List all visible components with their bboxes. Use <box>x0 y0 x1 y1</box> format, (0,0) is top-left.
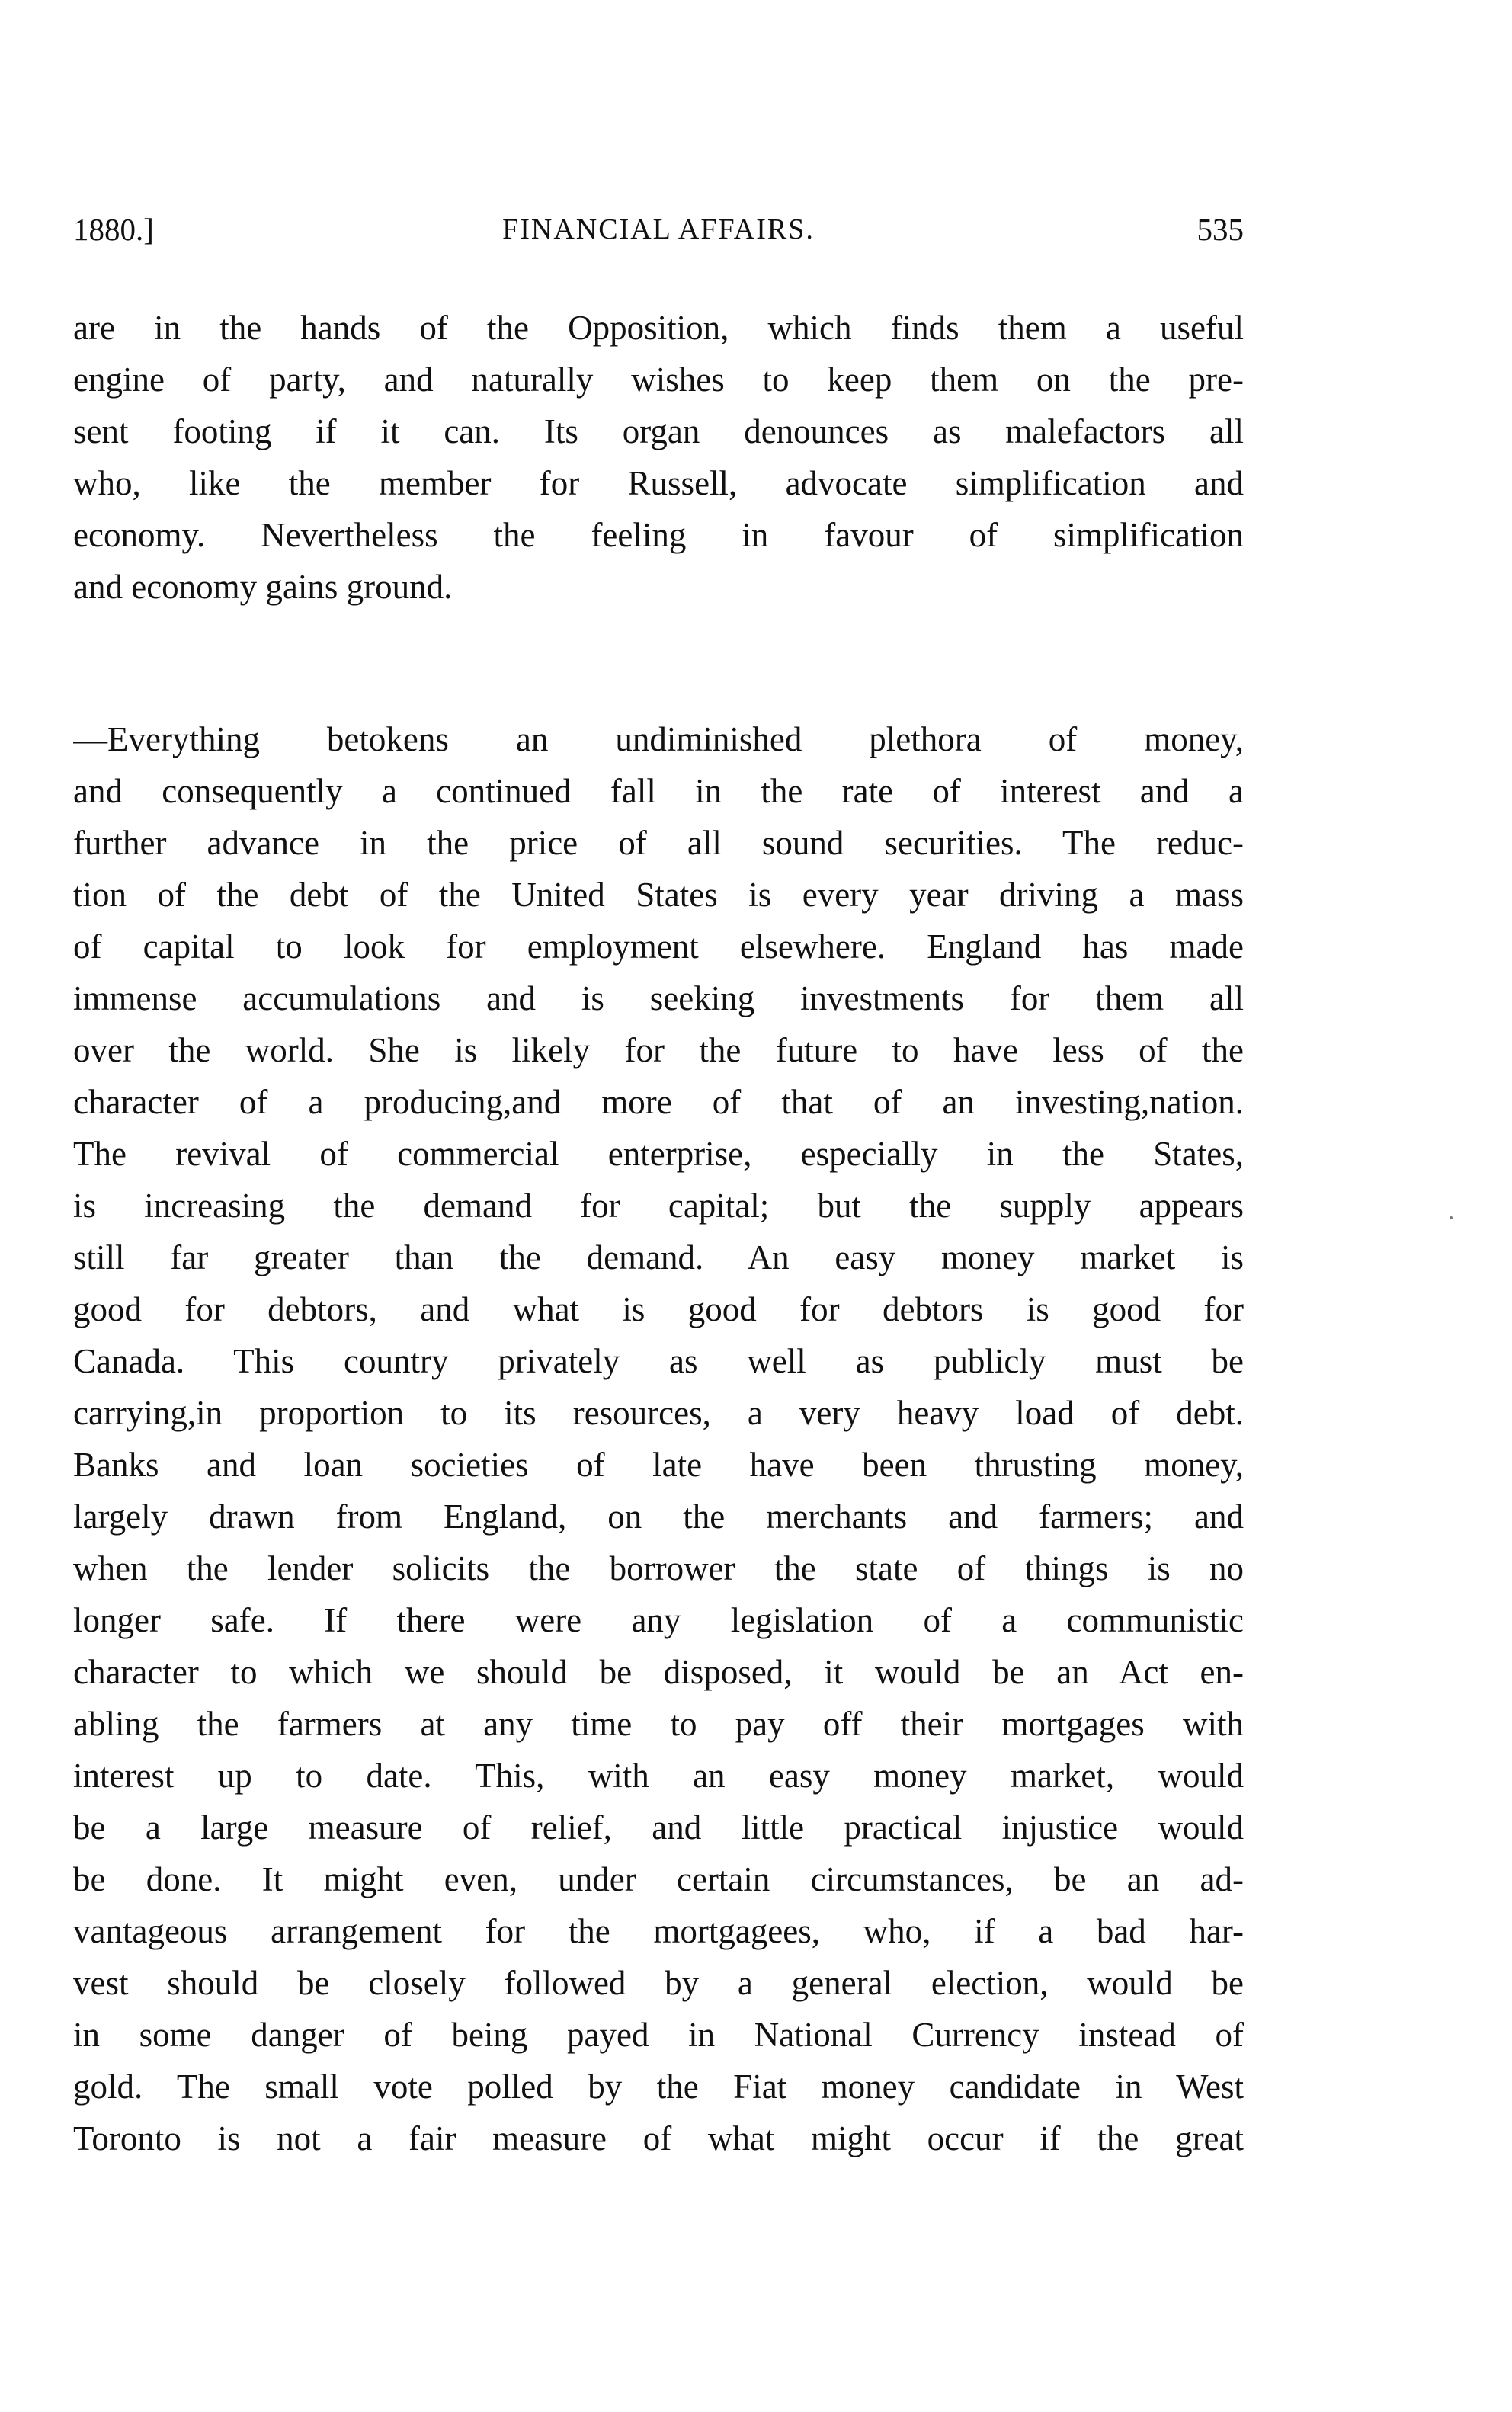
text-line: still far greater than the demand. An easy money market is <box>73 1238 1244 1276</box>
text-line: Canada. This country privately as well as publicly must be <box>73 1342 1244 1380</box>
header-title: FINANCIAL AFFAIRS. <box>502 213 815 245</box>
text-line: in some danger of being payed in National Currency instead of <box>73 2016 1244 2054</box>
text-line: over the world. She is likely for the future to have less of the <box>73 1031 1244 1069</box>
text-line: longer safe. If there were any legislation of a communistic <box>73 1601 1244 1639</box>
text-line: Banks and loan societies of late have been thrusting money, <box>73 1446 1244 1484</box>
text-line: and consequently a continued fall in the rate of interest and a <box>73 772 1244 810</box>
text-line: The revival of commercial enterprise, especially in the States, <box>73 1135 1244 1173</box>
text-line: largely drawn from England, on the merchants and farmers; and <box>73 1497 1244 1536</box>
text-line: when the lender solicits the borrower the state of things is no <box>73 1549 1244 1587</box>
text-line: and economy gains ground. <box>73 568 453 606</box>
text-line: abling the farmers at any time to pay off their mortgages with <box>73 1705 1244 1743</box>
text-line: is increasing the demand for capital; but the supply appears <box>73 1187 1244 1225</box>
paper-speck <box>1450 1216 1453 1219</box>
text-line: gold. The small vote polled by the Fiat money candidate in West <box>73 2068 1244 2106</box>
text-line: be done. It might even, under certain circumstances, be an ad- <box>73 1860 1244 1898</box>
text-line: carrying,in proportion to its resources, a very heavy load of debt. <box>73 1394 1244 1432</box>
paragraph-2 <box>73 713 1244 2164</box>
text-line: sent footing if it can. Its organ denounces as malefactors all <box>73 412 1244 450</box>
text-line: immense accumulations and is seeking investments for them all <box>73 979 1244 1017</box>
running-header <box>73 203 1244 256</box>
page-number: 535 <box>1196 212 1244 247</box>
text-line: economy. Nevertheless the feeling in favour of simplification <box>73 516 1244 554</box>
text-line: further advance in the price of all sound securities. The reduc- <box>73 824 1244 862</box>
text-line: character to which we should be disposed, it would be an Act en- <box>73 1653 1244 1691</box>
text-line: are in the hands of the Opposition, which finds them a useful <box>73 309 1244 347</box>
text-line: vantageous arrangement for the mortgagees, who, if a bad har- <box>73 1912 1244 1950</box>
text-line: engine of party, and naturally wishes to keep them on the pre- <box>73 360 1244 399</box>
text-line: be a large measure of relief, and little practical injustice would <box>73 1808 1244 1847</box>
header-year: 1880.] <box>73 212 154 247</box>
paragraph-1 <box>73 302 1244 613</box>
text-line: —Everything betokens an undiminished plethora of money, <box>73 720 1244 758</box>
text-line: of capital to look for employment elsewhere. England has made <box>73 927 1244 966</box>
text-line: interest up to date. This, with an easy money market, would <box>73 1757 1244 1795</box>
text-line: Toronto is not a fair measure of what might occur if the great <box>73 2119 1244 2157</box>
text-line: character of a producing,and more of that of an investing,nation. <box>73 1083 1244 1121</box>
text-line: tion of the debt of the United States is every year driving a mass <box>73 876 1244 914</box>
text-line: who, like the member for Russell, advocate simplification and <box>73 464 1244 502</box>
text-line: good for debtors, and what is good for debtors is good for <box>73 1290 1244 1328</box>
text-line: vest should be closely followed by a general election, would be <box>73 1964 1244 2002</box>
